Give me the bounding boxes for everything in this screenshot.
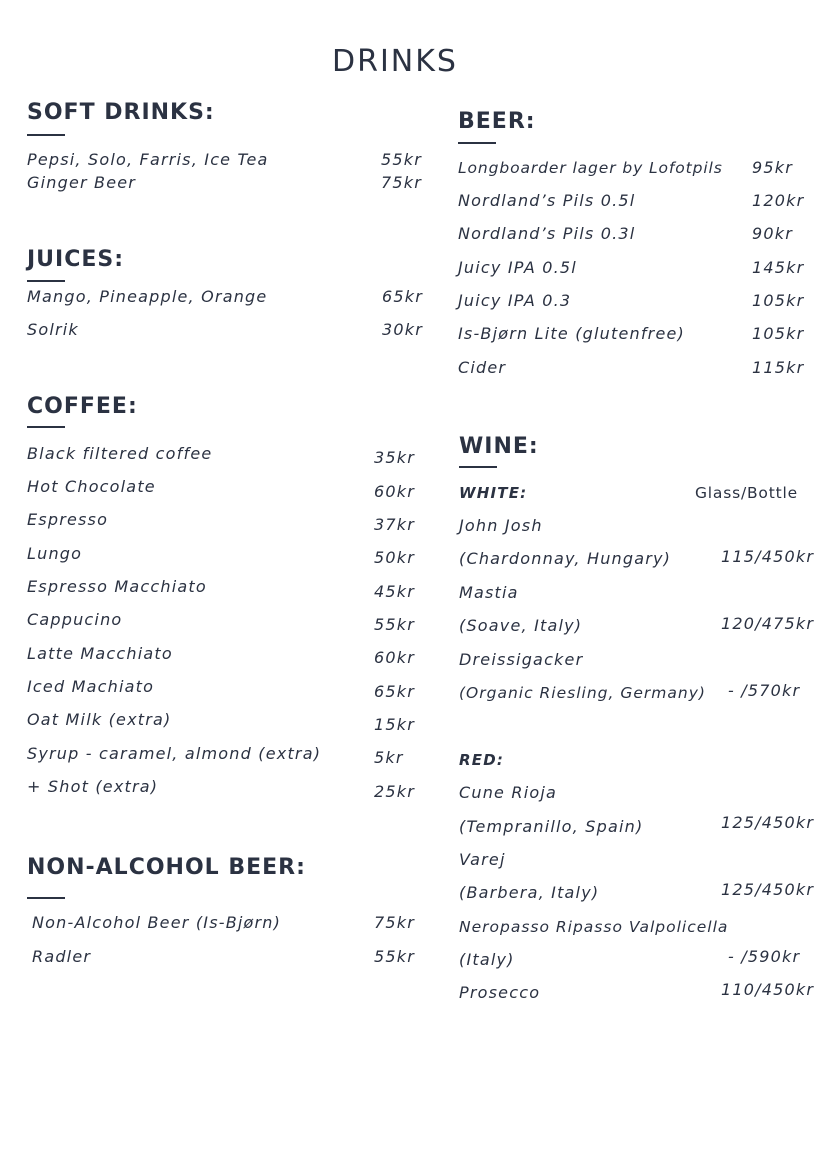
wine-name: Varej [459, 850, 506, 869]
beer-name: Juicy IPA 0.5l [458, 258, 577, 277]
beer-name: Cider [458, 358, 507, 377]
beer-price: 105kr [752, 291, 805, 310]
coffee-price: 35kr [374, 448, 416, 467]
coffee-name: Lungo [27, 544, 83, 563]
soft-drink-price: 75kr [381, 173, 423, 192]
wine-name: Prosecco [459, 983, 541, 1002]
wine-price: 125/450kr [721, 813, 815, 832]
beer-name: Nordland’s Pils 0.5l [458, 191, 636, 210]
beer-price: 145kr [752, 258, 805, 277]
wine-detail: (Soave, Italy) [459, 616, 583, 635]
coffee-name: + Shot (extra) [27, 777, 159, 796]
wine-name: Neropasso Ripasso Valpolicella [459, 918, 729, 936]
coffee-name: Hot Chocolate [27, 477, 156, 496]
wine-heading: WINE: [459, 434, 539, 459]
coffee-name: Syrup - caramel, almond (extra) [27, 744, 322, 763]
coffee-name: Cappucino [27, 610, 123, 629]
coffee-name: Iced Machiato [27, 677, 155, 696]
coffee-name: Espresso Macchiato [27, 577, 207, 596]
beer-price: 95kr [752, 158, 794, 177]
non-alcohol-beer-heading: NON-ALCOHOL BEER: [27, 855, 306, 880]
wine-divider [459, 466, 497, 468]
coffee-divider [27, 426, 65, 428]
juice-price: 30kr [382, 320, 424, 339]
beer-price: 115kr [752, 358, 805, 377]
juices-divider [27, 280, 65, 282]
beer-heading: BEER: [458, 109, 536, 134]
wine-name: Cune Rioja [459, 783, 557, 802]
wine-detail: (Tempranillo, Spain) [459, 817, 644, 836]
soft-drink-name: Pepsi, Solo, Farris, Ice Tea [27, 150, 269, 169]
coffee-heading: COFFEE: [27, 394, 138, 419]
juice-name: Solrik [27, 320, 79, 339]
coffee-price: 37kr [374, 515, 416, 534]
wine-name: Mastia [459, 583, 519, 602]
page-title: DRINKS [332, 44, 458, 79]
non-alcohol-beer-name: Radler [32, 947, 92, 966]
soft-drink-price: 55kr [381, 150, 423, 169]
coffee-price: 45kr [374, 582, 416, 601]
wine-detail: (Chardonnay, Hungary) [459, 549, 672, 568]
beer-price: 105kr [752, 324, 805, 343]
red-wine-label: RED: [459, 751, 505, 769]
coffee-price: 25kr [374, 782, 416, 801]
wine-detail: (Barbera, Italy) [459, 883, 600, 902]
beer-name: Is-Bjørn Lite (glutenfree) [458, 324, 685, 343]
beer-name: Nordland’s Pils 0.3l [458, 224, 636, 243]
soft-drinks-divider [27, 134, 65, 136]
coffee-price: 55kr [374, 615, 416, 634]
coffee-name: Oat Milk (extra) [27, 710, 172, 729]
wine-name: Dreissigacker [459, 650, 584, 669]
juice-price: 65kr [382, 287, 424, 306]
juices-heading: JUICES: [27, 247, 125, 272]
non-alcohol-beer-name: Non-Alcohol Beer (Is-Bjørn) [32, 913, 282, 932]
soft-drink-name: Ginger Beer [27, 173, 137, 192]
non-alcohol-beer-price: 55kr [374, 947, 416, 966]
coffee-name: Espresso [27, 510, 109, 529]
wine-price: 125/450kr [721, 880, 815, 899]
beer-divider [458, 142, 496, 144]
juice-name: Mango, Pineapple, Orange [27, 287, 268, 306]
wine-price: 110/450kr [721, 980, 815, 999]
beer-name: Longboarder lager by Lofotpils [458, 159, 723, 177]
coffee-price: 60kr [374, 482, 416, 501]
coffee-name: Latte Macchiato [27, 644, 173, 663]
wine-price: 115/450kr [721, 547, 815, 566]
coffee-price: 5kr [374, 748, 404, 767]
non-alcohol-beer-price: 75kr [374, 913, 416, 932]
wine-price: 120/475kr [721, 614, 815, 633]
glass-bottle-label: Glass/Bottle [695, 484, 798, 502]
white-wine-label: WHITE: [459, 484, 528, 502]
coffee-price: 65kr [374, 682, 416, 701]
wine-detail: (Italy) [459, 950, 515, 969]
beer-price: 90kr [752, 224, 794, 243]
coffee-price: 50kr [374, 548, 416, 567]
wine-price: - /590kr [728, 947, 801, 966]
coffee-name: Black filtered coffee [27, 444, 213, 463]
beer-name: Juicy IPA 0.3 [458, 291, 572, 310]
beer-price: 120kr [752, 191, 805, 210]
coffee-price: 15kr [374, 715, 416, 734]
coffee-price: 60kr [374, 648, 416, 667]
wine-name: John Josh [459, 516, 543, 535]
soft-drinks-heading: SOFT DRINKS: [27, 100, 215, 125]
wine-price: - /570kr [728, 681, 801, 700]
non-alcohol-beer-divider [27, 897, 65, 899]
wine-detail: (Organic Riesling, Germany) [459, 684, 706, 702]
